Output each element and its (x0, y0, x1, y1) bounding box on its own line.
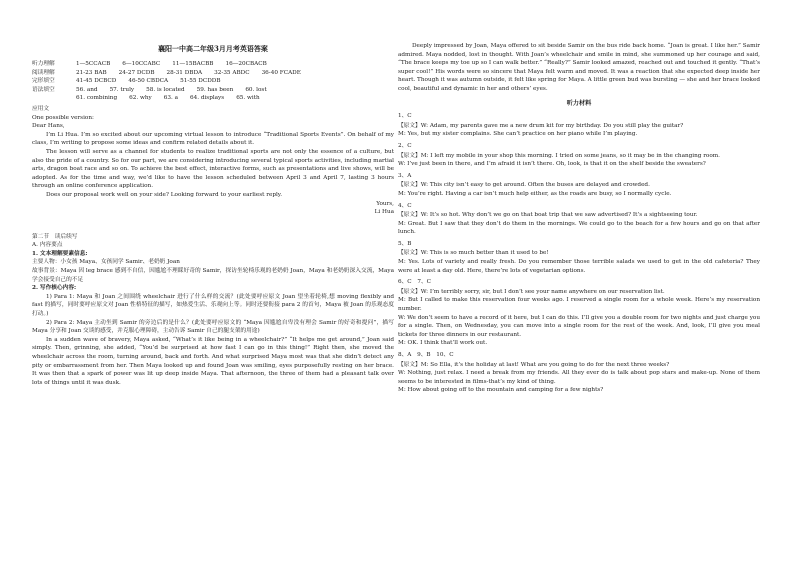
answer-label: 阅读理解 (32, 69, 55, 76)
letter-signature: Li Hua (374, 209, 394, 216)
transcript-line: M: But I called to make this reservation four weeks ago. I reserved a single room for a whole week. Here’s my reservation number. (398, 297, 760, 313)
transcript-line: M: Yes, but my sister complains. She can’t practice on her piano while I’m playing. (398, 131, 638, 138)
writing-heading: 应用文 (32, 105, 50, 112)
listening-item (398, 351, 760, 395)
transcript-line: 【原文】W: Adam, my parents gave me a new drum kit for my birthday. Do you still play the guitar? (398, 122, 684, 129)
answer-value: 61. combining (76, 95, 118, 102)
item-number: 2、C (398, 142, 412, 149)
letter-paragraph-1: I’m Li Hua. I’m so excited about our upcoming virtual lesson to introduce “Traditional Sports Events”. On behalf of my class, I’m writing to propose some ideas and confirm related details about it. (32, 131, 394, 147)
answer-label: 完形填空 (32, 78, 55, 85)
section-heading: 第二节 读后续写 (32, 233, 78, 240)
answer-key (32, 60, 394, 103)
transcript-line: M: Great. But I saw that they don’t do them in the mornings. We could go to the beach for a few hours and go on that after lunch. (398, 220, 760, 236)
answer-value: 32-35 ABDC (214, 69, 250, 76)
answer-row-cloze (32, 77, 394, 86)
answer-row-grammar-2 (32, 94, 394, 103)
point-1-characters: 主要人物：小女孩 Maya、女孩同学 Samir、老奶奶 Joan (32, 259, 180, 266)
transcript-line: 【原文】W: This city isn’t easy to get around. Often the buses are delayed and crowded. (398, 182, 650, 189)
listening-item (398, 202, 760, 237)
answer-value: 6—10CCABC (122, 61, 161, 67)
listening-title: 听力材料 (566, 99, 592, 107)
point-2-title: 2. 写作核心内容: (32, 285, 77, 292)
transcript-line: 【原文】W: It’s so hot. Why don’t we go on that boat trip that we saw advertised? It’s a sightseeing tour. (398, 212, 698, 219)
answer-value: 64. displays (189, 95, 225, 102)
page-title: 襄阳一中高二年级3月月考英语答案 (158, 44, 268, 53)
listening-item (398, 142, 760, 169)
answer-value: 1—5CCACB (76, 61, 111, 67)
transcript-line: M: How about going off to the mountain and camping for a few nights? (398, 387, 604, 394)
answer-value: 36-40 FCADE (261, 69, 301, 76)
section-a-heading: A. 内容要点 (32, 242, 63, 249)
answer-value: 60. lost (245, 86, 267, 93)
answer-value: 59. has been (196, 86, 234, 93)
item-number: 3、A (398, 172, 412, 179)
answer-value: 16—20CBACB (225, 61, 267, 67)
point-2-para-2: 2) Para 2: Maya 主动坐到 Samir 的旁边后的是什么？(此处要呼应原文的 “Maya 因尴尬自卑没有理会 Samir 的好奇和提问”，描写 Maya 分享和 Joan 交谈的感受，并克服心理障碍，主动告诉 Samir 自己的腿支架的用途) (32, 319, 394, 335)
point-1-background: 故事背景：Maya 因 leg brace 感到不自信，因尴尬不理睬好奇的 Samir，探访坐轮椅乐观的老奶奶 Joan，Maya 和老奶奶深入交流，Maya 学会接受自己的不足 (32, 268, 394, 283)
answer-value: 28-31 DBDA (166, 69, 203, 76)
transcript-line: M: You’re right. Having a car isn’t much help either, as the roads are busy, so I normally cycle. (398, 190, 672, 197)
answer-value: 51-55 DCDDB (180, 78, 221, 85)
letter-closing: Yours, (376, 200, 394, 207)
possible-version: One possible version: (32, 114, 94, 121)
transcript-line: 【原文】M: So Ella, it’s the holiday at last! What are you going to do for the next three weeks? (398, 361, 670, 368)
transcript-line: M: OK. I think that’ll work out. (398, 340, 488, 347)
answer-value: 46-50 CBDCA (128, 78, 169, 85)
transcript-line: W: Nothing, just relax. I need a break from my friends. All they ever do is talk about pop stars and make-up. None of them seems to be interested in films-that’s my kind of thing. (398, 370, 760, 385)
item-number: 1、C (398, 113, 412, 120)
answer-value: 41-45 DCBCD (76, 78, 117, 85)
answer-row-listening (32, 60, 394, 69)
transcript-line: 【原文】M: I left my mobile in your shop this morning. I tried on some jeans, so it may be in the changing room. (398, 152, 720, 159)
listening-item (398, 112, 760, 139)
listening-item (398, 172, 760, 199)
letter-paragraph-2: The lesson will serve as a channel for students to realize traditional sports are not only the essence of a culture, but also the pride of a country. So for our part, we are considering introducing several typical sports activities, including martial arts, dragon boat race and so on. To achieve the best effect, interactive forms, such as presentations and live shows, will be adopted. As for the time and way, we’d like to have the lesson scheduled between April 3 and April 7, lasting 3 hours through an online conference application. (32, 148, 394, 190)
letter-greeting: Dear Hans, (32, 123, 65, 130)
item-number: 8、A 9、B 10、C (398, 352, 454, 358)
answer-row-grammar (32, 86, 394, 95)
item-number: 5、B (398, 240, 412, 247)
right-column (398, 42, 760, 398)
point-1-title: 1. 文本理解要素信息: (32, 250, 88, 257)
transcript-line: 【原文】W: I’m terribly sorry, sir, but I don’t see your name anywhere on our reservation list. (398, 288, 665, 295)
transcript-line: W: We don’t seem to have a record of it here, but I can do this. I’ll give you a double room for two nights and just charge you for a single. Then, on Wednesday, you can move into a single room for the rest of the week. And, look, I’ll give you meal tickets for three dinners in our restaurant. (398, 314, 760, 338)
listening-item (398, 240, 760, 275)
left-column (32, 40, 394, 387)
answer-label: 听力理解 (32, 61, 55, 67)
transcript-line: M: Yes. Lots of variety and really fresh. Do you remember those terrible salads we used to get in the old cafeteria? They were at least a day old. Here, there’re lots of vegetarian options. (398, 259, 760, 274)
letter-paragraph-3: Does our proposal work well on your side? Looking forward to your earliest reply. (46, 191, 283, 198)
point-2-para-1: 1) Para 1: Maya 和 Joan 之间围绕 wheelchair 进行了什么样的交流？(此处要呼应原文 Joan 望坐着轮椅,想 moving flexibly and fast 的描写，同时要呼应原文对 Joan 性格特征的描写，如热爱生活、乐观向上等。同时还要衔接 para 2 的首句，Maya 被 Joan 的乐观态度打动。) (32, 293, 394, 318)
transcript-line: W: I’ve just been in there, and I’m afraid it isn’t there. Oh, look, is that it on the shelf beside the sweaters? (398, 161, 706, 168)
transcript-line: 【原文】W: This is so much better than it used to be! (398, 250, 549, 257)
answer-value: 24-27 DCDB (118, 69, 155, 76)
item-number: 4、C (398, 202, 412, 209)
answer-value: 65. with (236, 95, 260, 102)
answer-label: 语法填空 (32, 86, 55, 93)
item-number: 6、C 7、C (398, 279, 432, 286)
answer-row-reading (32, 69, 394, 78)
answer-value: 57. truly (109, 86, 135, 93)
answer-value: 11—15BACBB (172, 61, 214, 67)
answer-value: 21-23 BAB (76, 69, 107, 76)
answer-value: 62. why (129, 95, 152, 102)
answer-value: 63. a (163, 95, 178, 102)
sample-paragraph-2: Deeply impressed by Joan, Maya offered to sit beside Samir on the bus ride back home. “Joan is great. I like her.” Samir admired. Maya nodded, lost in thought. With Joan’s wheelchair and smile in mind, she summoned up her courage and said, “The brace keeps my toe up so I can walk better.” “Really?” Samir looked amazed, reached out and touched it gently. “That’s super cool!” His words were so sincere that Maya felt warm and moved. It was a reaction that she expected deep inside her heart. Though it was autumn outside, it felt like spring for Maya. A little green bud was bursting — she and her brace looked cool, beautiful and dynamic in her and others’ eyes. (398, 43, 760, 92)
answer-value: 56. and (76, 86, 98, 93)
sample-paragraph-1: In a sudden wave of bravery, Maya asked, “What’s it like being in a wheelchair?” “It helps me get around,” Joan said simply. Then, grinning, she added, “You’d be surprised at how fast I can go in this thing!” Right then, she moved the wheelchair across the room, turning around, back and forth. And what surprised Maya most was that she didn’t detect any pity or embarrassment from her. Then Maya looked up and found Joan was smiling, eyes purposefully resting on her brace. It was then that a spark of power was lit up deep inside Maya. That afternoon, the three of them had a pleasant talk over lots of things until it was dusk. (32, 336, 394, 386)
listening-item (398, 278, 760, 348)
answer-value: 58. is located (146, 86, 185, 93)
